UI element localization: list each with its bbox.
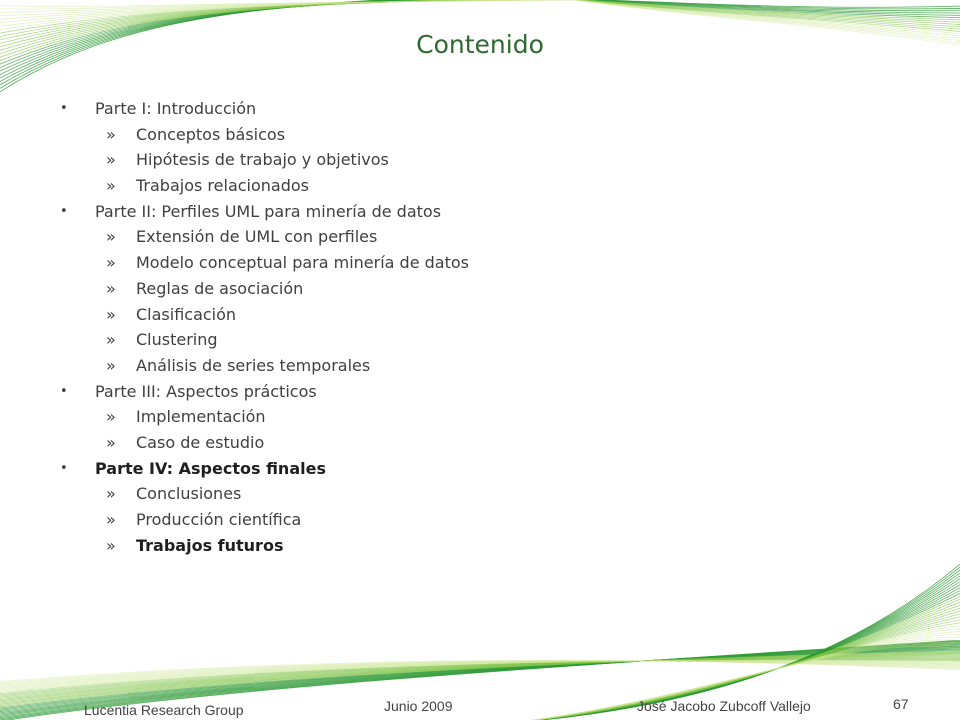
outline-subitem — [58, 533, 918, 559]
footer-organization: Lucentia Research Group — [84, 702, 244, 718]
outline-subitem — [58, 430, 918, 456]
outline-section-item — [58, 96, 918, 122]
content-outline — [58, 96, 918, 558]
outline-item-text: Parte II: Perfiles UML para minería de datos — [95, 201, 442, 221]
outline-item-text: Parte III: Aspectos prácticos — [95, 381, 317, 401]
outline-subitem — [58, 404, 918, 430]
outline-item-text: Clustering — [136, 330, 218, 350]
outline-subitem — [58, 507, 918, 533]
outline-item-text: Conceptos básicos — [136, 124, 286, 144]
bullet-icon: • — [60, 383, 68, 399]
outline-subitem — [58, 250, 918, 276]
chevron-bullet-icon: » — [106, 124, 116, 144]
page-number: 67 — [893, 696, 909, 712]
footer-author: José Jacobo Zubcoff Vallejo — [637, 698, 811, 714]
outline-subitem — [58, 173, 918, 199]
chevron-bullet-icon: » — [106, 510, 116, 529]
outline-item-text: Trabajos futuros — [136, 535, 284, 555]
outline-item-text: Extensión de UML con perfiles — [136, 227, 378, 247]
outline-subitem — [58, 147, 918, 173]
outline-item-text: Modelo conceptual para minería de datos — [136, 253, 469, 273]
chevron-bullet-icon: » — [106, 176, 116, 196]
chevron-bullet-icon: » — [106, 304, 116, 324]
chevron-bullet-icon: » — [106, 278, 116, 298]
outline-item-text: Parte IV: Aspectos finales — [95, 458, 326, 478]
outline-item-text: Parte I: Introducción — [95, 99, 257, 118]
outline-item-text: Clasificación — [136, 304, 237, 324]
outline-section-item — [58, 379, 918, 405]
chevron-bullet-icon: » — [106, 253, 116, 273]
outline-subitem — [58, 122, 918, 148]
chevron-bullet-icon: » — [106, 150, 116, 170]
outline-item-text: Producción científica — [136, 510, 302, 529]
bullet-icon: • — [60, 203, 68, 219]
footer-date: Junio 2009 — [384, 698, 453, 714]
chevron-bullet-icon: » — [106, 432, 116, 452]
outline-item-text: Hipótesis de trabajo y objetivos — [136, 150, 389, 170]
outline-item-text: Reglas de asociación — [136, 278, 304, 298]
chevron-bullet-icon: » — [106, 484, 116, 504]
bullet-icon: • — [60, 101, 68, 116]
chevron-bullet-icon: » — [106, 227, 116, 247]
outline-subitem — [58, 327, 918, 353]
outline-item-text: Análisis de series temporales — [136, 355, 371, 375]
outline-item-text: Trabajos relacionados — [136, 176, 309, 196]
chevron-bullet-icon: » — [106, 330, 116, 350]
outline-subitem — [58, 302, 918, 328]
chevron-bullet-icon: » — [106, 355, 116, 375]
outline-subitem — [58, 224, 918, 250]
outline-item-text: Conclusiones — [136, 484, 242, 504]
outline-item-text: Implementación — [136, 407, 266, 427]
outline-subitem — [58, 481, 918, 507]
slide-title: Contenido — [416, 30, 544, 59]
outline-subitem — [58, 353, 918, 379]
bullet-icon: • — [60, 460, 68, 476]
outline-section-item — [58, 456, 918, 482]
outline-item-text: Caso de estudio — [136, 432, 265, 452]
chevron-bullet-icon: » — [106, 407, 116, 427]
chevron-bullet-icon: » — [106, 535, 116, 555]
outline-section-item — [58, 199, 918, 225]
outline-subitem — [58, 276, 918, 302]
